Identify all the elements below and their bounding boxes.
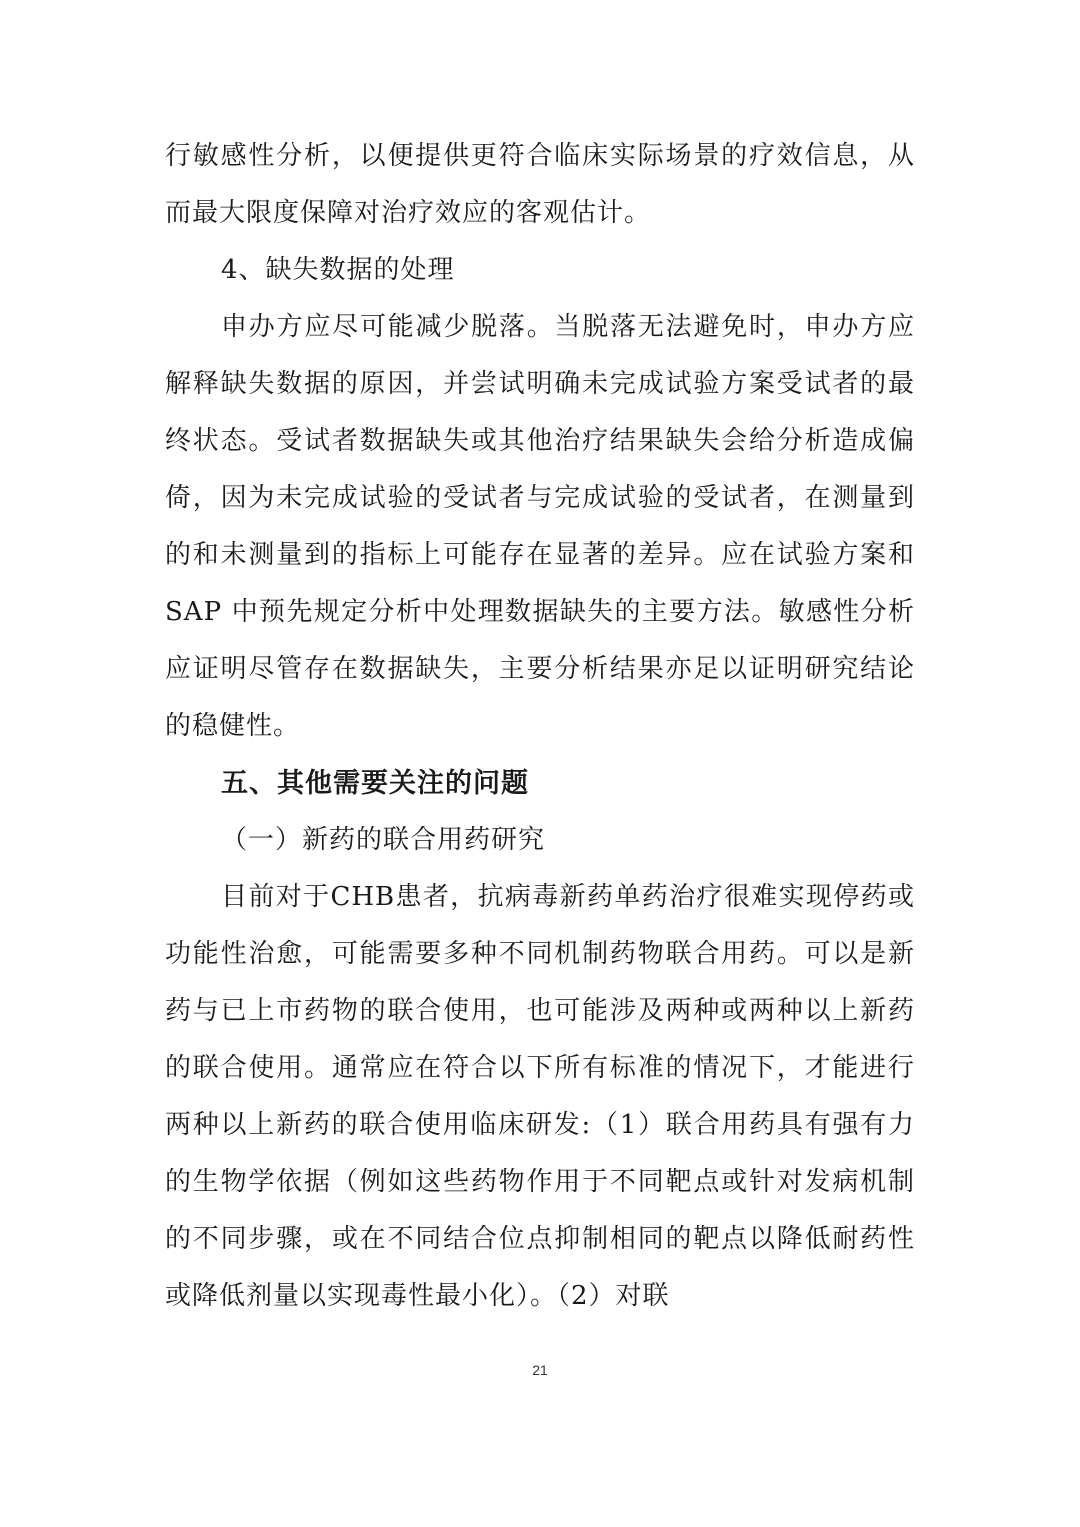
heading-section-five: 五、其他需要关注的问题 — [221, 768, 529, 799]
page-content — [165, 128, 915, 1325]
paragraph-combination-therapy: 目前对于CHB患者，抗病毒新药单药治疗很难实现停药或功能性治愈，可能需要多种不同机制药物联合用药。可以是新药与已上市药物的联合使用，也可能涉及两种或两种以上新药的联合使用。通常应在符合以下所有标准的情况下，才能进行两种以上新药的联合使用临床研发:（1）联合用药具有强有力的生物学依据（例如这些药物作用于不同靶点或针对发病机制的不同步骤，或在不同结合位点抑制相同的靶点以降低耐药性或降低剂量以实现毒性最小化）。（2）对联 — [165, 882, 915, 1311]
paragraph-sensitivity-analysis: 行敏感性分析，以便提供更符合临床实际场景的疗效信息，从而最大限度保障对治疗效应的客观估计。 — [165, 141, 915, 228]
heading-missing-data: 4、缺失数据的处理 — [221, 255, 455, 285]
page-number: 21 — [532, 1362, 548, 1378]
paragraph-missing-data: 申办方应尽可能减少脱落。当脱落无法避免时，申办方应解释缺失数据的原因，并尝试明确未完成试验方案受试者的最终状态。受试者数据缺失或其他治疗结果缺失会给分析造成偏倚，因为未完成试验的受试者与完成试验的受试者，在测量到的和未测量到的指标上可能存在显著的差异。应在试验方案和 SAP 中预先规定分析中处理数据缺失的主要方法。敏感性分析应证明尽管存在数据缺失，主要分析结果亦足以证明研究结论的稳健性。 — [165, 312, 915, 741]
heading-combination-therapy: （一）新药的联合用药研究 — [221, 825, 546, 855]
